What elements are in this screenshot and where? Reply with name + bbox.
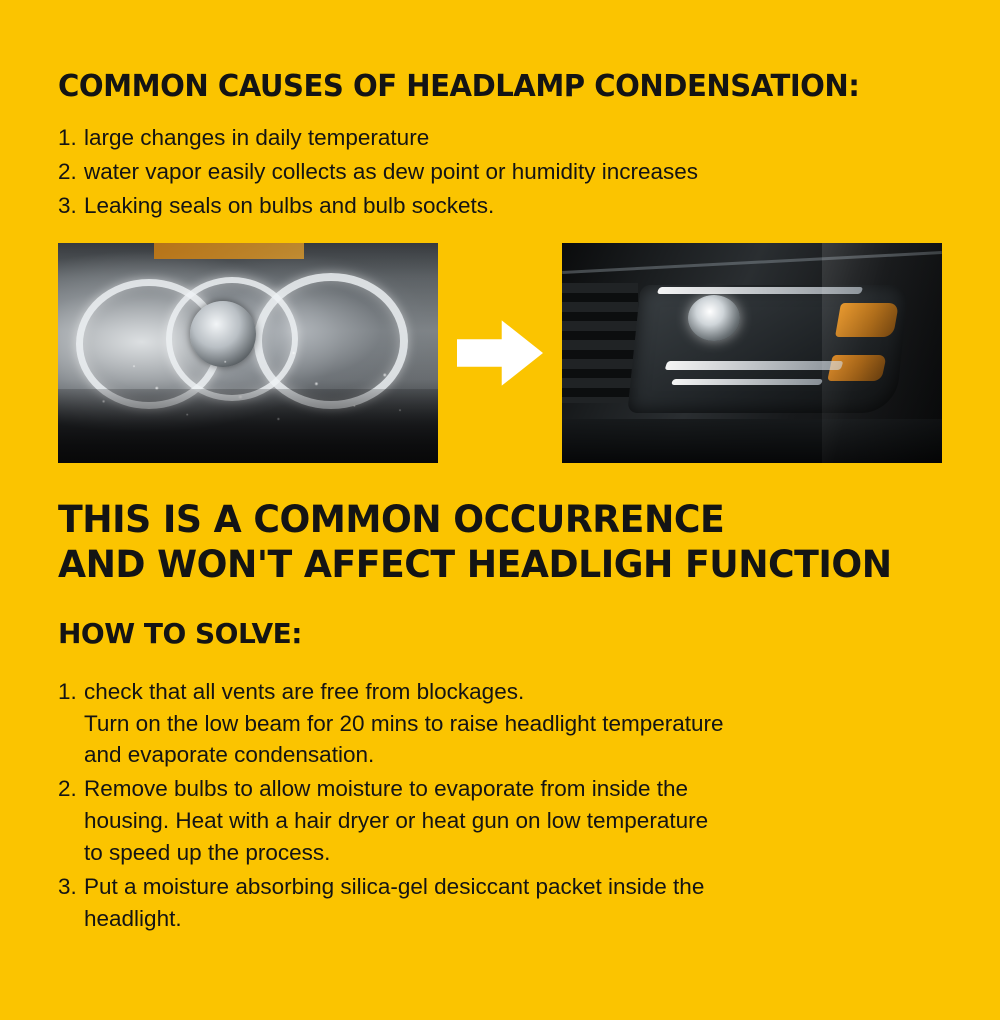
list-item-line: to speed up the process. (84, 840, 331, 866)
before-after-figure (58, 243, 942, 463)
list-item (58, 676, 942, 772)
list-item-number: 2. (58, 776, 77, 802)
list-item-line: Remove bulbs to allow moisture to evaporate from inside the (84, 776, 689, 802)
list-item (58, 122, 942, 153)
fender-reflection (822, 243, 942, 463)
right-arrow-icon (457, 310, 543, 396)
foggy-headlamp-photo (58, 243, 438, 463)
list-item (58, 190, 942, 221)
solve-list (58, 676, 942, 936)
list-item-line: Turn on the low beam for 20 mins to raise headlight temperature (84, 710, 724, 736)
daytime-running-light (665, 361, 844, 370)
statement-heading (58, 497, 924, 587)
clear-headlamp-photo (562, 243, 942, 463)
list-item-line: and evaporate condensation. (84, 742, 375, 768)
arrow-container (445, 243, 555, 463)
list-item-text: water vapor easily collects as dew point or humidity increases (84, 159, 699, 185)
condensation-droplets (58, 243, 438, 463)
list-item (58, 773, 942, 869)
list-item-text: Leaking seals on bulbs and bulb sockets. (84, 193, 495, 219)
list-item-text (84, 773, 942, 869)
daytime-running-light (671, 379, 823, 385)
grille (562, 283, 638, 403)
statement-line-2: AND WON'T AFFECT HEADLIGH FUNCTION (58, 543, 892, 587)
list-item (58, 871, 942, 935)
statement-line-1: THIS IS A COMMON OCCURRENCE (58, 498, 725, 542)
list-item-text: large changes in daily temperature (84, 125, 430, 151)
list-item-number: 1. (58, 125, 77, 151)
projector-lens (688, 295, 740, 341)
list-item-number: 1. (58, 678, 77, 704)
list-item-line: check that all vents are free from blockages. (84, 678, 525, 704)
list-item-number: 3. (58, 874, 77, 900)
causes-heading: COMMON CAUSES OF HEADLAMP CONDENSATION: (58, 69, 860, 105)
solve-heading: HOW TO SOLVE: (58, 616, 302, 650)
list-item-number: 3. (58, 193, 77, 219)
list-item-text (84, 871, 942, 935)
list-item (58, 156, 942, 187)
infographic-page (0, 20, 1000, 1020)
list-item-line: headlight. (84, 906, 182, 932)
list-item-line: Put a moisture absorbing silica-gel desiccant packet inside the (84, 874, 705, 900)
list-item-number: 2. (58, 159, 77, 185)
list-item-text (84, 676, 942, 772)
list-item-line: housing. Heat with a hair dryer or heat gun on low temperature (84, 808, 709, 834)
causes-list (58, 122, 942, 221)
